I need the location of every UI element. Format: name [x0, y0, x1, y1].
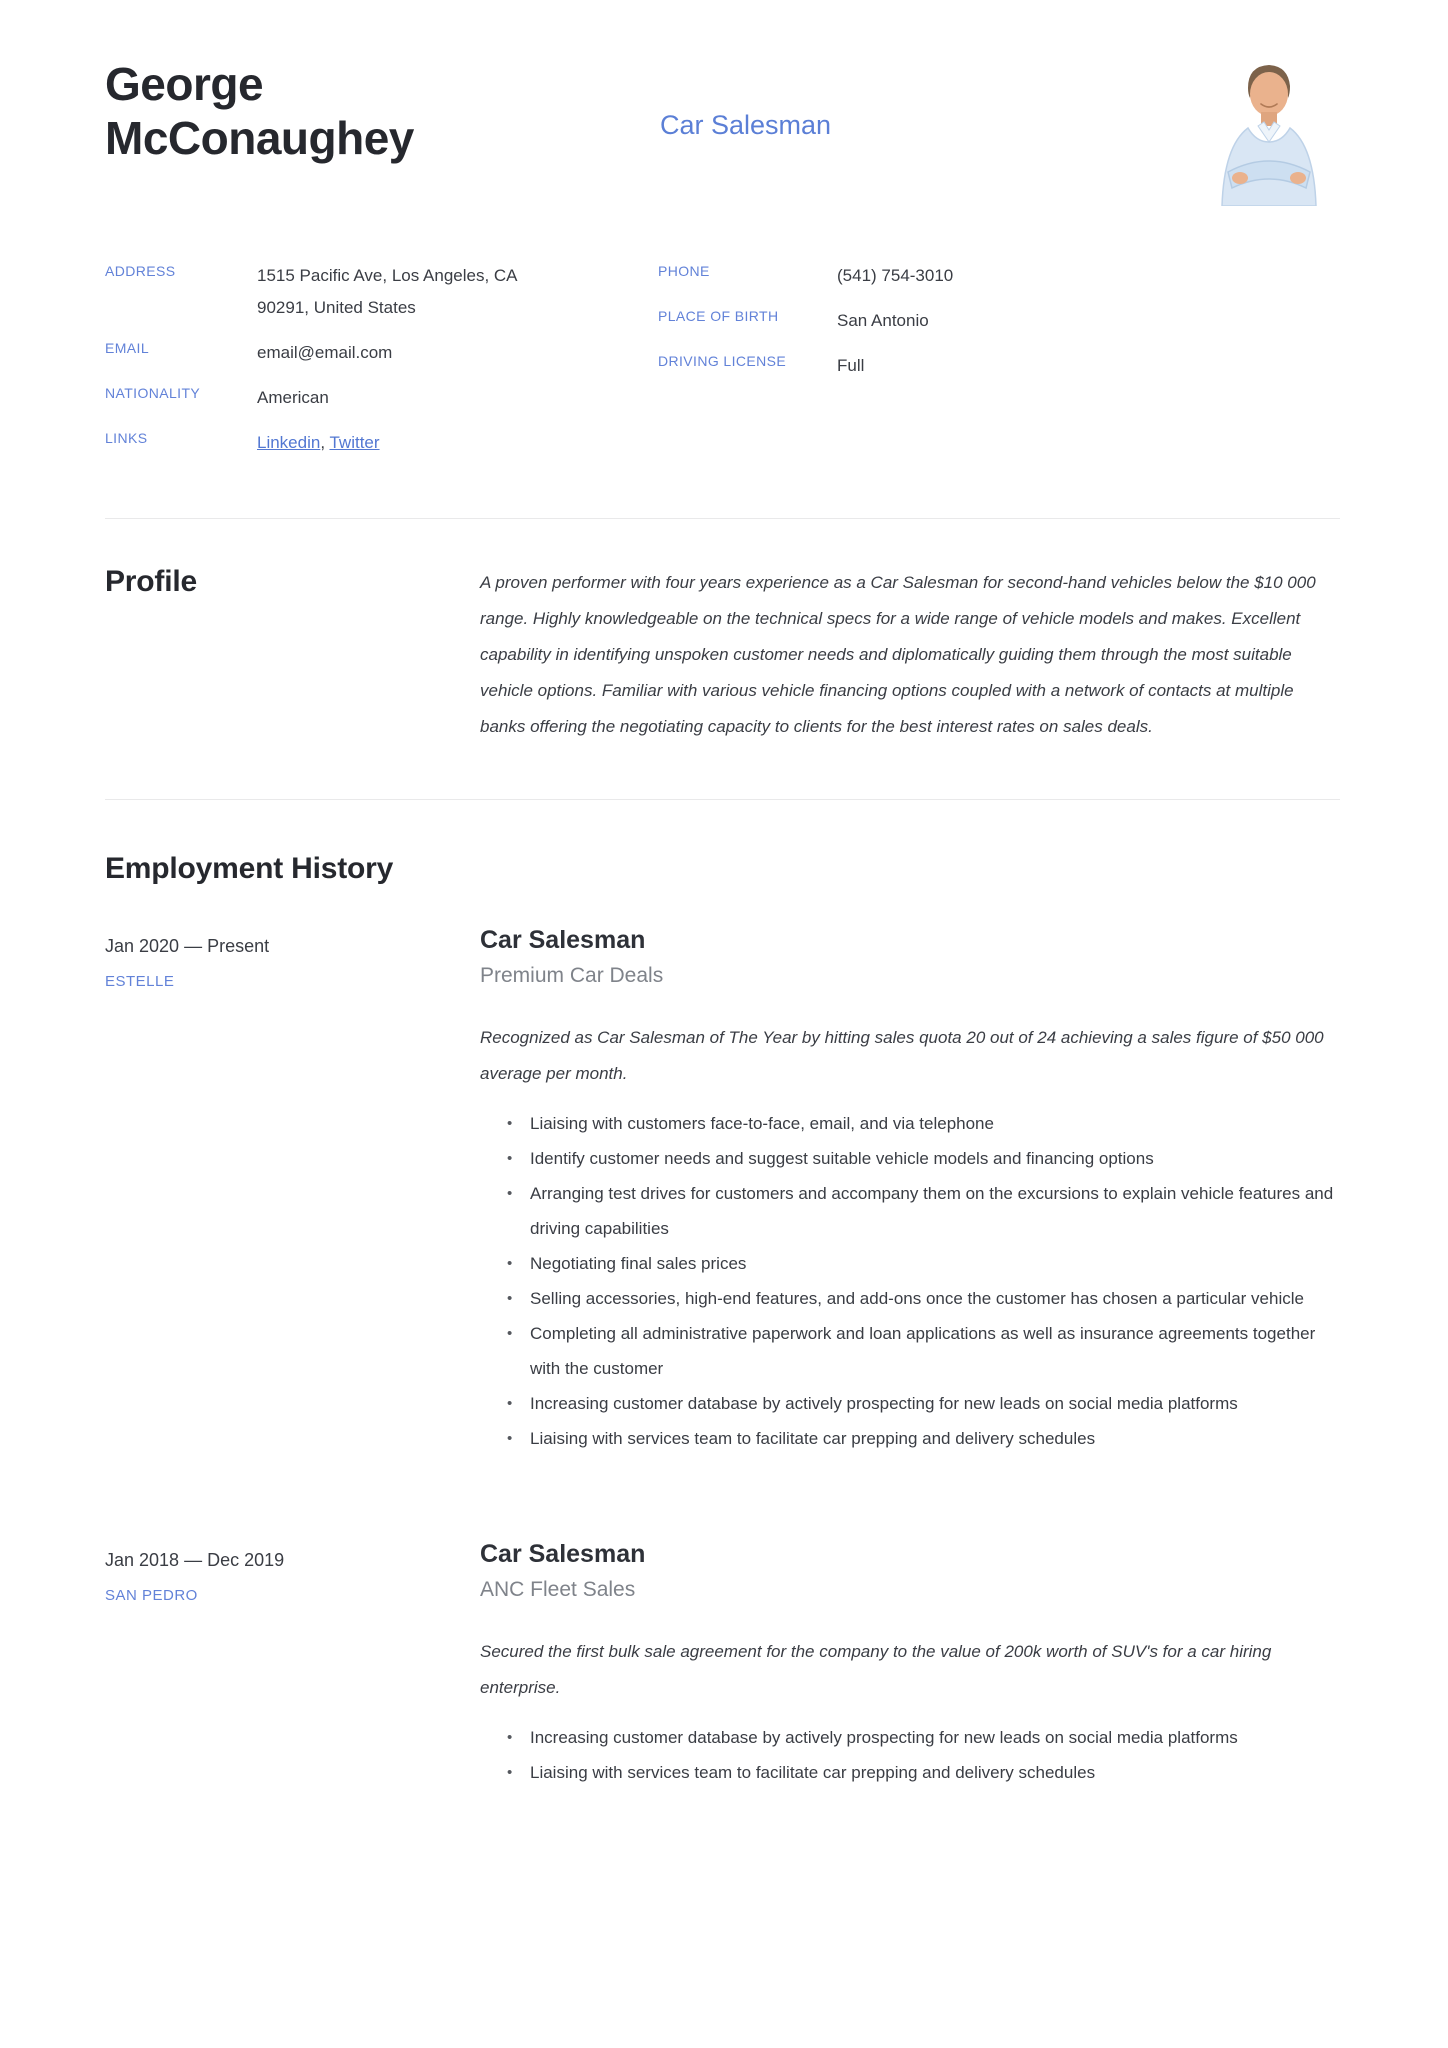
- contact-row-links: [105, 427, 658, 459]
- links-label: LINKS: [105, 430, 148, 446]
- profile-section: [105, 565, 1340, 745]
- driving-license-value: Full: [837, 356, 865, 375]
- contact-row-place-of-birth: [658, 305, 1340, 337]
- place-of-birth-label: PLACE OF BIRTH: [658, 308, 779, 324]
- contact-row-address: [105, 260, 658, 324]
- contact-section: [105, 260, 1340, 472]
- entry-meta: [105, 926, 480, 990]
- contact-column-right: [658, 260, 1340, 395]
- entry-subtitle: Premium Car Deals: [480, 964, 664, 987]
- email-value: email@email.com: [257, 343, 393, 362]
- entry-meta: [105, 1540, 480, 1604]
- phone-value: (541) 754-3010: [837, 266, 954, 285]
- profile-photo-illustration: [1210, 54, 1328, 206]
- entry-subtitle: ANC Fleet Sales: [480, 1578, 636, 1601]
- employment-entry: [105, 926, 1340, 1456]
- bullet-item: • Arranging test drives for customers and accompany them on the excursions to explain vehicle features and driving capabilities: [480, 1176, 1340, 1246]
- phone-label: PHONE: [658, 263, 710, 279]
- profile-heading: Profile: [105, 565, 197, 598]
- bullet-item: • Completing all administrative paperwork and loan applications as well as insurance agreements together with the customer: [480, 1316, 1340, 1386]
- place-of-birth-value: San Antonio: [837, 311, 929, 330]
- entry-dates: Jan 2018 — Dec 2019: [105, 1550, 285, 1570]
- profile-text: A proven performer with four years experience as a Car Salesman for second-hand vehicles below the $10 000 range. Highly knowledgeable on the technical specs for a wide range of vehicle models and makes. Excellent capability in identifying unspoken customer needs and diplomatically guiding them through the most suitable vehicle options. Familiar with various vehicle financing options coupled with a network of contacts at multiple banks offering the negotiating capacity to clients for the best interest rates on sales deals.: [480, 573, 1316, 736]
- employment-entry: [105, 1540, 1340, 1790]
- bullet-item: • Liaising with services team to facilitate car prepping and delivery schedules: [480, 1755, 1340, 1790]
- bullet-item: • Identify customer needs and suggest suitable vehicle models and financing options: [480, 1141, 1340, 1176]
- profile-photo: [1210, 54, 1328, 206]
- bullet-item: • Liaising with customers face-to-face, email, and via telephone: [480, 1106, 1340, 1141]
- entry-bullet-list: [480, 1106, 1340, 1456]
- address-value: 1515 Pacific Ave, Los Angeles, CA 90291, United States: [257, 266, 517, 317]
- entry-company: ESTELLE: [105, 973, 175, 990]
- divider: [105, 799, 1340, 800]
- entry-summary: Secured the first bulk sale agreement for the company to the value of 200k worth of SUV's for a car hiring enterprise.: [480, 1642, 1272, 1697]
- nationality-label: NATIONALITY: [105, 385, 201, 401]
- entry-bullet-list: [480, 1720, 1340, 1790]
- links-separator: ,: [320, 433, 330, 452]
- employment-heading: Employment History: [105, 852, 394, 885]
- entry-title: Car Salesman: [480, 1540, 646, 1568]
- entry-summary: Recognized as Car Salesman of The Year by hitting sales quota 20 out of 24 achieving a sales figure of $50 000 average per month.: [480, 1028, 1324, 1083]
- entry-main: [480, 1540, 1340, 1790]
- driving-license-label: DRIVING LICENSE: [658, 353, 787, 369]
- contact-row-phone: [658, 260, 1340, 292]
- bullet-item: • Negotiating final sales prices: [480, 1246, 1340, 1281]
- nationality-value: American: [257, 388, 329, 407]
- contact-row-driving-license: [658, 350, 1340, 382]
- candidate-name: George McConaughey: [105, 58, 414, 164]
- email-label: EMAIL: [105, 340, 150, 356]
- contact-row-email: [105, 337, 658, 369]
- bullet-item: • Selling accessories, high-end features, and add-ons once the customer has chosen a particular vehicle: [480, 1281, 1340, 1316]
- contact-row-nationality: [105, 382, 658, 414]
- divider: [105, 518, 1340, 519]
- links-value: [257, 427, 380, 459]
- twitter-link[interactable]: Twitter: [329, 433, 380, 452]
- bullet-item: • Increasing customer database by actively prospecting for new leads on social media platforms: [480, 1720, 1340, 1755]
- entry-dates: Jan 2020 — Present: [105, 936, 270, 956]
- contact-column-left: [105, 260, 658, 472]
- entry-main: [480, 926, 1340, 1456]
- address-label: ADDRESS: [105, 263, 176, 279]
- entry-company: SAN PEDRO: [105, 1587, 198, 1604]
- job-title: Car Salesman: [660, 110, 832, 140]
- linkedin-link[interactable]: Linkedin: [257, 433, 321, 452]
- bullet-item: • Liaising with services team to facilitate car prepping and delivery schedules: [480, 1421, 1340, 1456]
- bullet-item: • Increasing customer database by actively prospecting for new leads on social media platforms: [480, 1386, 1340, 1421]
- entry-title: Car Salesman: [480, 926, 646, 954]
- resume-header: [105, 58, 1340, 226]
- employment-section: [105, 852, 1340, 1790]
